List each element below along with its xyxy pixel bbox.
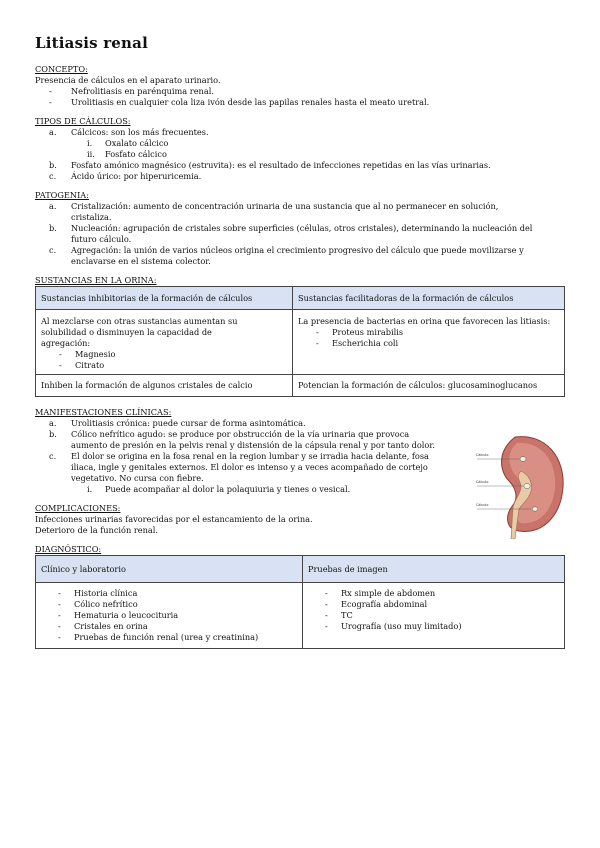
list-item: i. Puede acompañar al dolor la polaquiuria y tienes o vesical. — [87, 484, 351, 494]
sustancias-section — [35, 275, 565, 397]
list-item: a. Urolitiasis crónica: puede cursar de forma asintomática. — [49, 418, 306, 428]
list-item: b. Fosfato amónico magnésico (estruvita): es el resultado de infecciones repetidas en las vías urinarias. — [49, 160, 491, 170]
table-cell: - Historia clínica - Cólico nefrítico - Hematuria o leucocituria - Cristales en orina - Pruebas de función renal (urea y creatinina) — [36, 583, 303, 649]
table-cell: Potencian la formación de cálculos: glucosaminoglucanos — [293, 375, 565, 397]
document-page — [35, 34, 565, 649]
complicaciones-heading: COMPLICACIONES: — [35, 503, 121, 513]
figure-label: Cálculo — [476, 480, 489, 484]
figure-label: Cálculo — [476, 503, 489, 507]
kidney-stones-illustration — [475, 431, 567, 539]
table-cell: Inhiben la formación de algunos cristales de calcio — [36, 375, 293, 397]
manifestaciones-section: MANIFESTACIONES CLÍNICAS: a. Urolitiasis crónica: puede cursar de forma asintomática. b. Cólico nefrítico agudo: se produce por obstrucción de la vía urinaria que provoca aumento de presión en la pelvis renal y distensión de la cápsula renal y por tanto dolor. c. El dolor se origina en la fosa renal en la region lumbar y se irradia hacia delante, fosa iliaca, ingle y genitales externos. El dolor es intenso y a veces acompañado de cortejo vegetativo. No cursa con fiebre. i. Puede acompañar al dolor la polaquiuria y tienes o vesical. — [35, 407, 475, 495]
diagnostico-table — [35, 555, 565, 649]
list-item: c. Ácido úrico: por hiperuricemia. — [49, 171, 202, 181]
table-cell: - Rx simple de abdomen - Ecografía abdominal - TC - Urografía (uso muy limitado) — [303, 583, 565, 649]
table-cell: La presencia de bacterias en orina que favorecen las litiasis: - Proteus mirabilis - Escherichia coli — [293, 310, 565, 375]
table-header-cell: Clínico y laboratorio — [36, 556, 303, 583]
list-item: a. Cálcicos: son los más frecuentes. — [49, 127, 209, 137]
stone-3 — [532, 507, 538, 511]
concepto-text: Presencia de cálculos en el aparato urinario. — [35, 75, 221, 85]
figure-label: Cálculo — [476, 453, 489, 457]
page-title: Litiasis renal — [35, 34, 148, 52]
concepto-heading: CONCEPTO: — [35, 64, 88, 74]
list-item: c. El dolor se origina en la fosa renal en la region lumbar y se irradia hacia delante, fosa — [49, 451, 429, 461]
complicaciones-section: COMPLICACIONES: Infecciones urinarias favorecidas por el estancamiento de la orina. Deterioro de la función renal. — [35, 503, 565, 536]
list-item: b. Nucleación: agrupación de cristales sobre superficies (células, otros cristales), determinando la nucleación del — [49, 223, 533, 233]
stone-2 — [524, 483, 530, 488]
manifestaciones-heading: MANIFESTACIONES CLÍNICAS: — [35, 407, 172, 417]
list-item: - Urolitiasis en cualquier cola liza ivón desde las papilas renales hasta el meato uretral. — [49, 97, 430, 107]
sustancias-heading: SUSTANCIAS EN LA ORINA: — [35, 275, 157, 285]
patogenia-heading: PATOGENIA: — [35, 190, 89, 200]
list-item: ii. Fosfato cálcico — [87, 149, 167, 159]
list-item: a. Cristalización: aumento de concentración urinaria de una sustancia que al no permanecer en solución, — [49, 201, 499, 211]
diagnostico-heading: DIAGNÓSTICO: — [35, 544, 102, 554]
list-item: c. Agregación: la unión de varios núcleos origina el crecimiento progresivo del cálculo que puede movilizarse y — [49, 245, 524, 255]
list-item: i. Oxalato cálcico — [87, 138, 169, 148]
stone-1 — [520, 457, 526, 462]
tipos-section — [35, 116, 565, 182]
list-item: - Nefrolitiasis en parénquima renal. — [49, 86, 214, 96]
table-header-cell: Pruebas de imagen — [303, 556, 565, 583]
concepto-section — [35, 64, 565, 108]
table-header-cell: Sustancias facilitadoras de la formación de cálculos — [293, 287, 565, 310]
list-item: b. Cólico nefrítico agudo: se produce por obstrucción de la vía urinaria que provoca — [49, 429, 410, 439]
tipos-heading: TIPOS DE CÁLCULOS: — [35, 116, 131, 126]
sustancias-table — [35, 286, 565, 397]
table-cell: Al mezclarse con otras sustancias aumentan su solubilidad o disminuyen la capacidad de agregación: - Magnesio - Citrato — [36, 310, 293, 375]
table-header-cell: Sustancias inhibitorias de la formación de cálculos — [36, 287, 293, 310]
diagnostico-section — [35, 544, 565, 649]
patogenia-section: PATOGENIA: a. Cristalización: aumento de concentración urinaria de una sustancia que al no permanecer en solución, cristaliza. b. Nucleación: agrupación de cristales sobre superficies (células, otros cristales), determinando la nucleación del futuro cálculo. c. Agregación: la unión de varios núcleos origina el crecimiento progresivo del cálculo que puede movilizarse y enclavarse en el sistema colector. — [35, 190, 565, 267]
